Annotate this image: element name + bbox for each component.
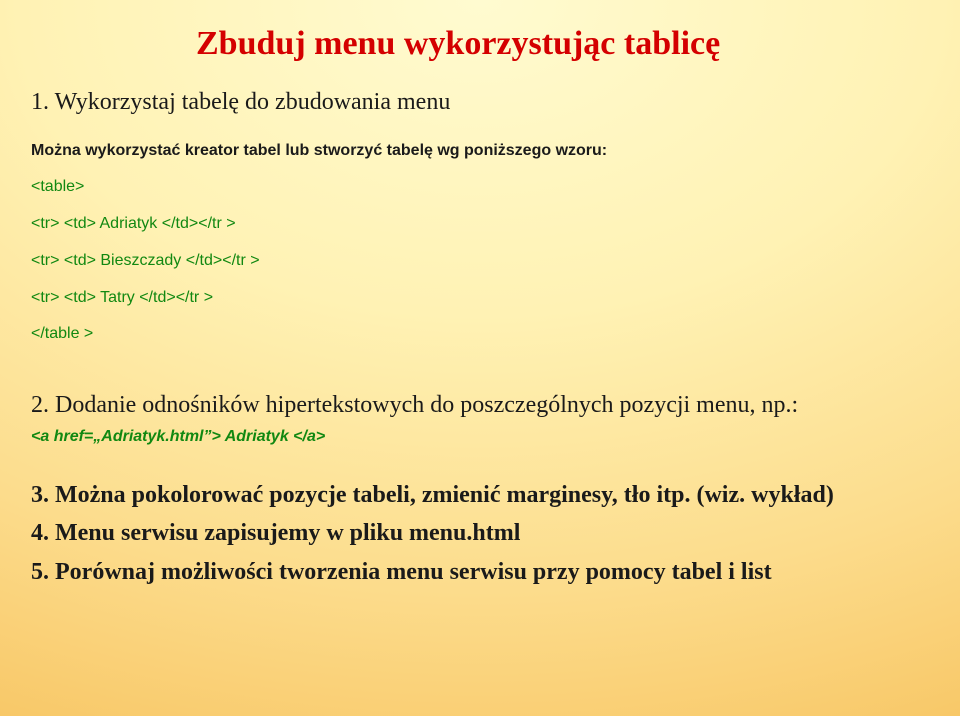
step-3-heading: 3. Można pokolorować pozycje tabeli, zmienić marginesy, tło itp. (wiz. wykład) (31, 482, 834, 508)
slide-title: Zbuduj menu wykorzystując tablicę (196, 25, 721, 62)
code-line-table-open: <table> (31, 178, 85, 195)
step-1-heading: 1. Wykorzystaj tabelę do zbudowania menu (31, 89, 451, 115)
code-line-table-close: </table > (31, 325, 94, 342)
code-line-row-bieszczady: <tr> <td> Bieszczady </td></tr > (31, 252, 260, 269)
step-2-heading: 2. Dodanie odnośników hipertekstowych do poszczególnych pozycji menu, np.: (31, 392, 799, 418)
step-4-heading: 4. Menu serwisu zapisujemy w pliku menu.html (31, 520, 521, 546)
intro-text: Można wykorzystać kreator tabel lub stworzyć tabelę wg poniższego wzoru: (31, 142, 608, 159)
code-line-row-tatry: <tr> <td> Tatry </td></tr > (31, 289, 214, 306)
code-line-row-adriatyk: <tr> <td> Adriatyk </td></tr > (31, 215, 236, 232)
link-example: <a href=„Adriatyk.html”> Adriatyk </a> (31, 428, 326, 445)
step-5-heading: 5. Porównaj możliwości tworzenia menu serwisu przy pomocy tabel i list (31, 559, 772, 585)
